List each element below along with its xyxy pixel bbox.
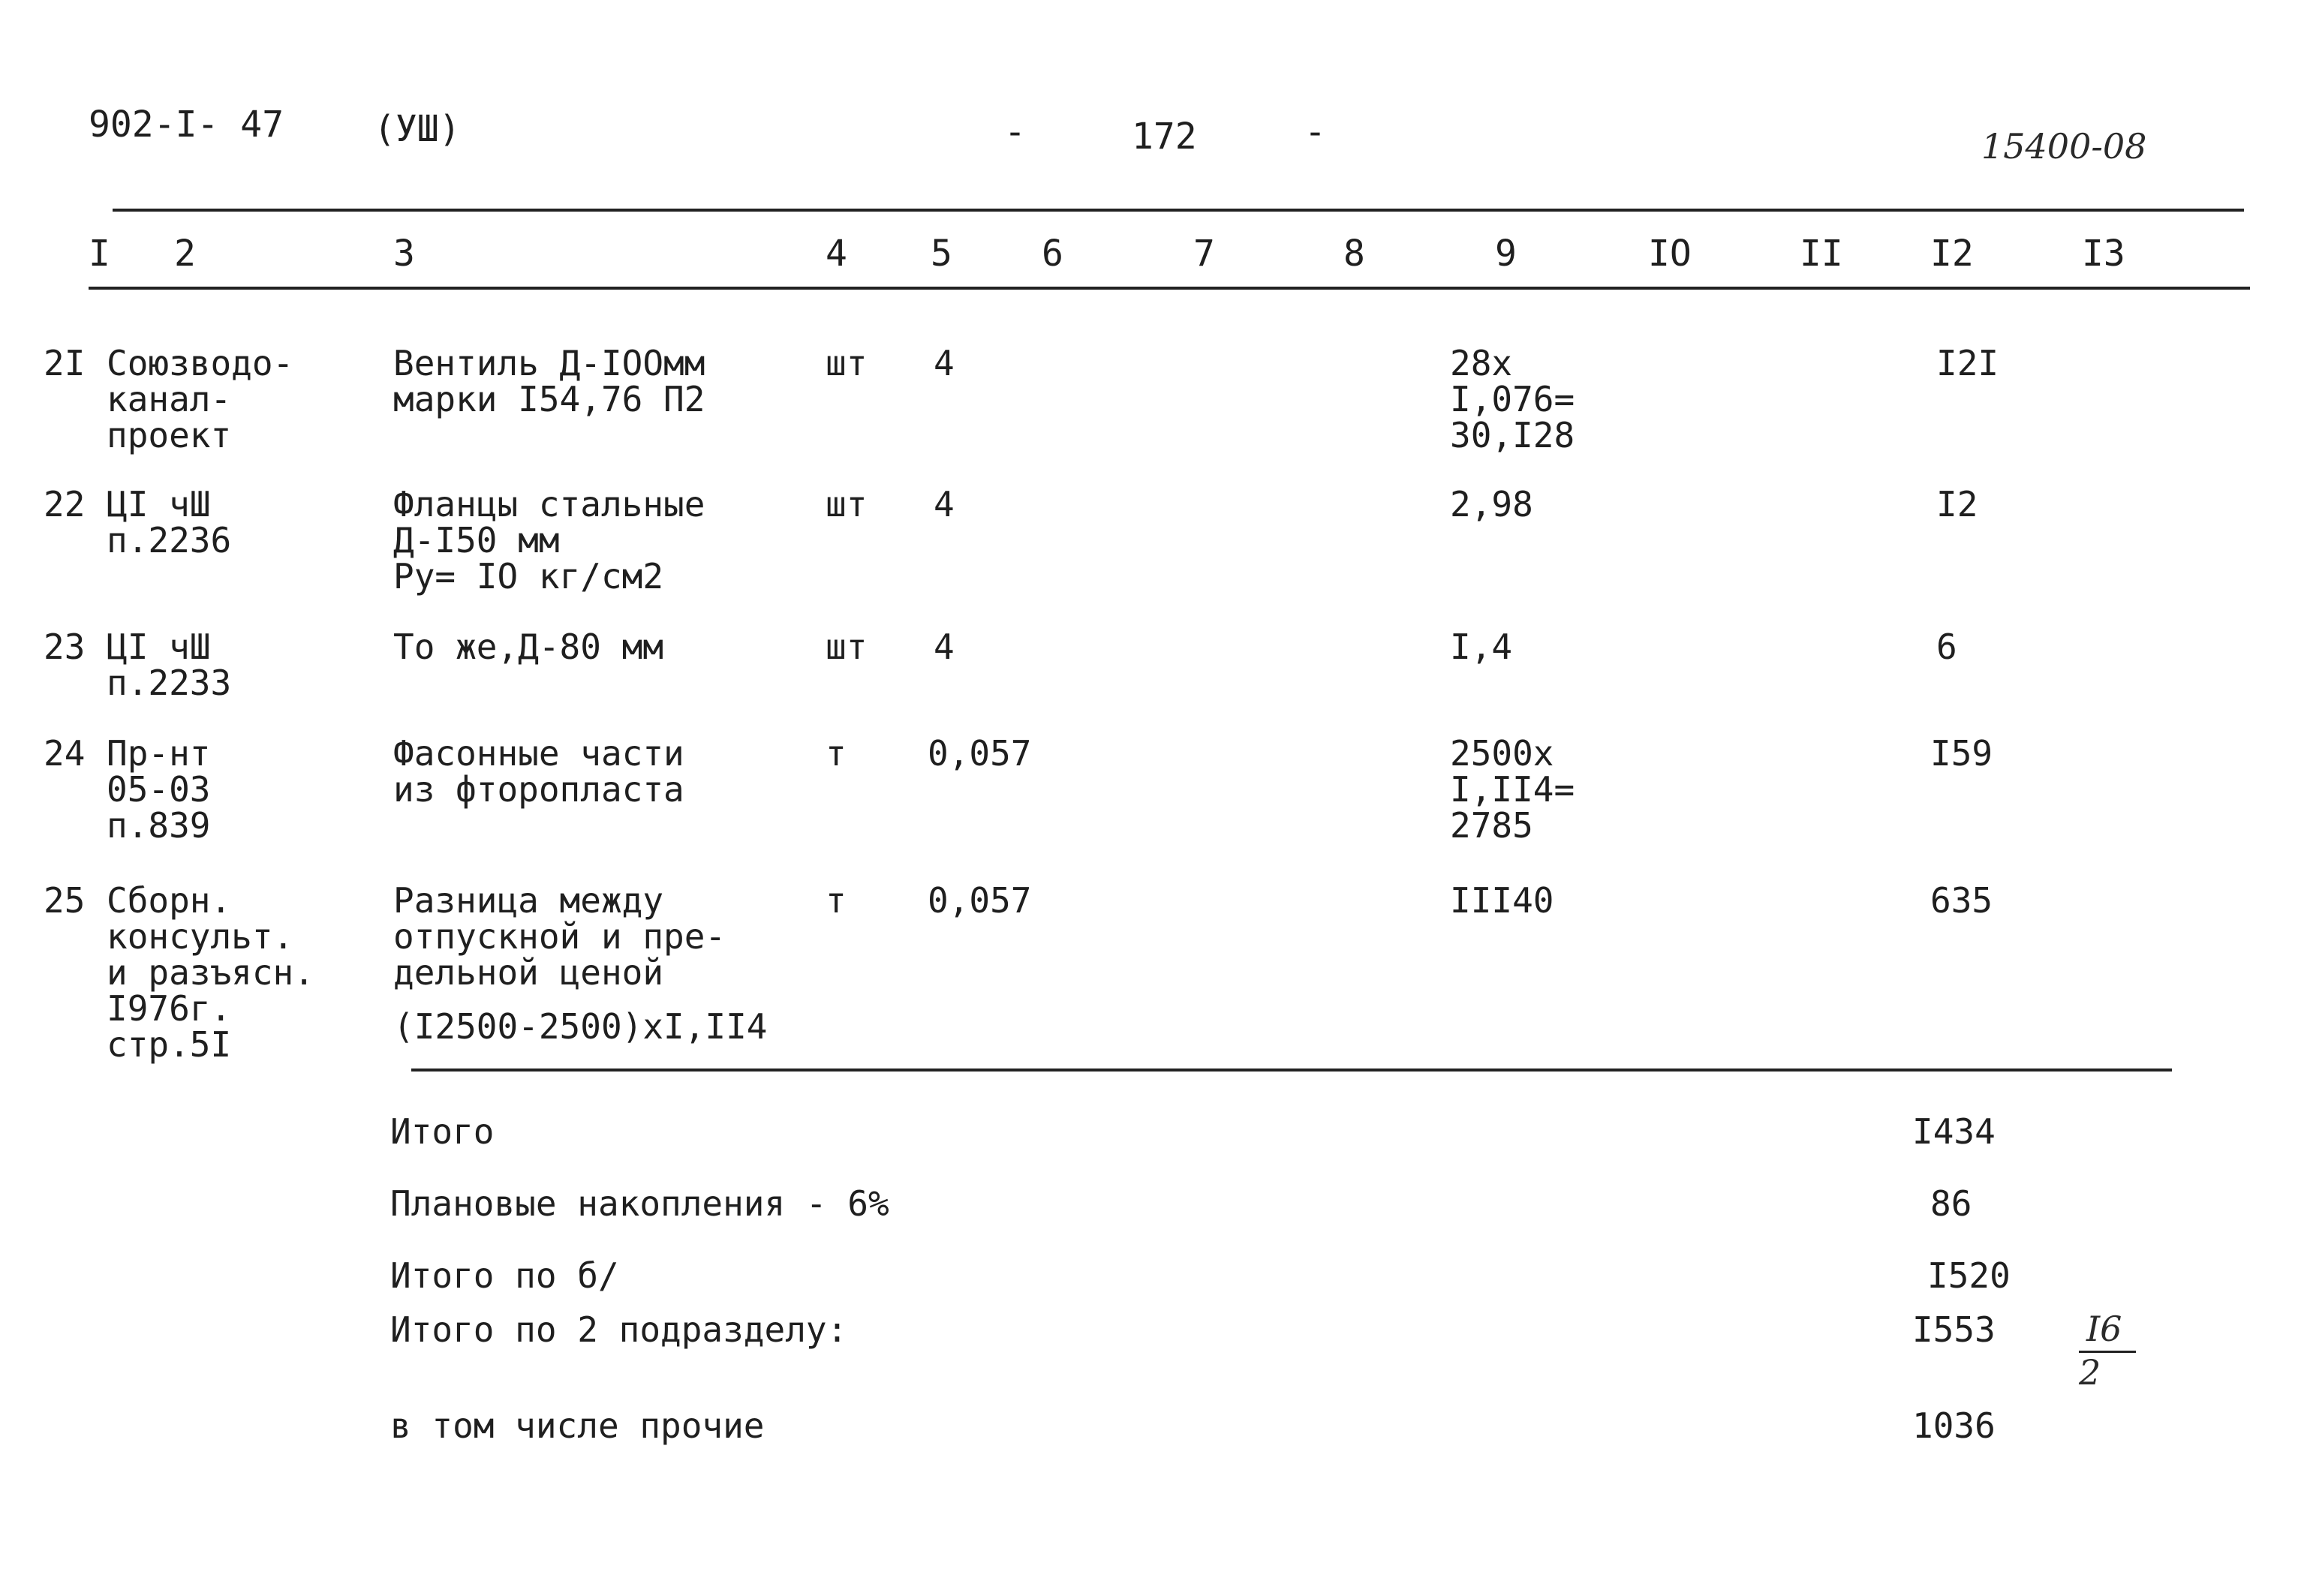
- column-header-10: IO: [1648, 233, 1692, 275]
- row-number: 22: [44, 484, 86, 524]
- section-code: (УШ): [374, 108, 461, 150]
- summary-label: Итого по 2 подразделу:: [390, 1309, 848, 1350]
- row-total: 6: [1936, 627, 1957, 667]
- summary-label: Плановые накопления - 6%: [390, 1183, 889, 1224]
- row-number: 24: [44, 733, 86, 774]
- column-header-7: 7: [1193, 233, 1215, 275]
- column-header-2: 2: [174, 233, 196, 275]
- summary-value: I553: [1912, 1309, 1996, 1350]
- row-number: 25: [44, 880, 86, 921]
- row-unit: т: [826, 733, 847, 774]
- column-header-4: 4: [826, 233, 847, 275]
- header-bottom-rule: [89, 287, 2250, 290]
- row-unit: шт: [826, 484, 868, 524]
- row-price: 2500x I,II4= 2785: [1450, 733, 1575, 846]
- column-header-5: 5: [931, 233, 952, 275]
- row-price: III40: [1450, 880, 1554, 921]
- column-header-9: 9: [1495, 233, 1517, 275]
- summary-value: I434: [1912, 1111, 1996, 1152]
- row-source: Сборн. консульт. и разъясн. I976г. стр.5I: [107, 880, 314, 1065]
- column-header-12: I2: [1930, 233, 1974, 275]
- summary-label: в том числе прочие: [390, 1405, 765, 1446]
- row-unit: шт: [826, 627, 868, 667]
- row-total: 635: [1930, 880, 1993, 921]
- row-total: I2I: [1936, 343, 1999, 383]
- summary-label: Итого по б/: [390, 1255, 619, 1296]
- summary-label: Итого: [390, 1111, 495, 1152]
- row-quantity: 0,057: [928, 880, 1032, 921]
- row-item-name: Фасонные части из фторопласта: [393, 733, 684, 810]
- row-price: 2,98: [1450, 484, 1533, 524]
- row-item-name: Фланцы стальные Д-I50 мм Ру= IO кг/см2: [393, 484, 705, 597]
- row-source: ЦI чШ п.2233: [107, 627, 232, 703]
- row-formula: (I2500-2500)xI,II4: [393, 1006, 768, 1047]
- row-number: 23: [44, 627, 86, 667]
- summary-value: 1036: [1912, 1405, 1996, 1446]
- column-header-1: I: [89, 233, 110, 275]
- totals-rule: [411, 1069, 2172, 1072]
- row-number: 2I: [44, 343, 86, 383]
- page-dash-left: -: [1004, 111, 1026, 153]
- column-header-11: II: [1800, 233, 1843, 275]
- column-header-13: I3: [2082, 233, 2125, 275]
- row-quantity: 4: [934, 484, 955, 524]
- fraction-numerator: I6: [2086, 1309, 2122, 1349]
- row-item-name: Разница между отпускной и пре- дельной ценой: [393, 880, 726, 993]
- row-total: I59: [1930, 733, 1993, 774]
- row-quantity: 4: [934, 343, 955, 383]
- header-top-rule: [113, 209, 2244, 212]
- row-quantity: 4: [934, 627, 955, 667]
- page-number: 172: [1132, 116, 1197, 158]
- row-price: I,4: [1450, 627, 1513, 667]
- column-header-8: 8: [1343, 233, 1365, 275]
- row-source: Союзводо- канал- проект: [107, 343, 294, 455]
- column-header-3: 3: [393, 233, 415, 275]
- row-source: Пр-нт 05-03 п.839: [107, 733, 211, 846]
- summary-value: 86: [1930, 1183, 1972, 1224]
- archive-number: 15400-08: [1981, 126, 2147, 167]
- page-dash-right: -: [1304, 111, 1326, 153]
- row-quantity: 0,057: [928, 733, 1032, 774]
- document-code: 902-I- 47: [89, 104, 284, 146]
- row-source: ЦI чШ п.2236: [107, 484, 232, 561]
- summary-value: I520: [1927, 1255, 2011, 1296]
- fraction-denominator: 2: [2079, 1352, 2101, 1393]
- row-item-name: Вентиль Д-IOOмм марки I54,76 П2: [393, 343, 705, 419]
- row-unit: т: [826, 880, 847, 921]
- column-header-6: 6: [1042, 233, 1063, 275]
- row-price: 28x I,076= 30,I28: [1450, 343, 1575, 455]
- row-item-name: То же,Д-80 мм: [393, 627, 664, 667]
- row-total: I2: [1936, 484, 1978, 524]
- row-unit: шт: [826, 343, 868, 383]
